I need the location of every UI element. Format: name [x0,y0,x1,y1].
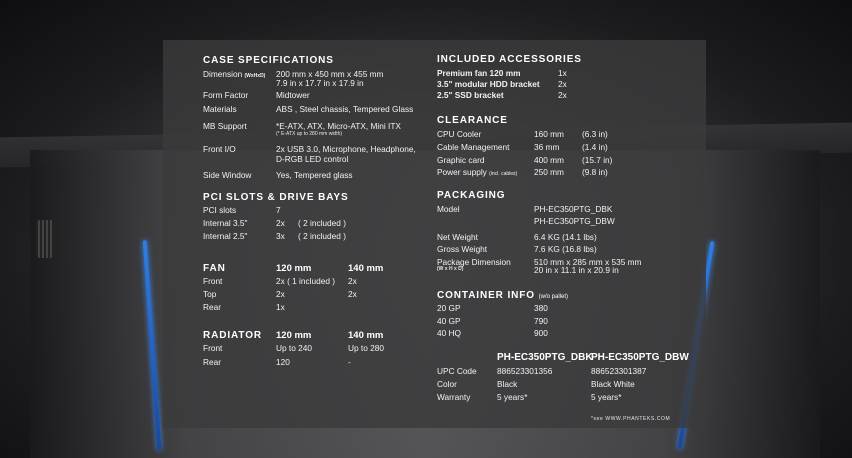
package-dimension-label: Package Dimension [437,257,511,267]
radiator-col-140: 140 mm [348,330,384,341]
color-dbk: Black [497,379,518,389]
net-weight-value: 6.4 KG (14.1 lbs) [534,232,597,242]
clearance-inch: (1.4 in) [582,142,608,152]
container-label: 20 GP [437,303,461,313]
form-factor-label: Form Factor [203,90,249,100]
radiator-front-140: Up to 280 [348,343,384,353]
mb-support-note: (* E-ATX up to 280 mm width) [276,131,343,137]
side-window-label: Side Window [203,170,252,180]
radiator-front-120: Up to 240 [276,343,312,353]
container-value: 900 [534,328,548,338]
clearance-label: CPU Cooler [437,129,482,139]
clearance-inch: (9.8 in) [582,167,608,177]
package-dimension-value-2: 20 in x 11.1 in x 20.9 in [534,265,619,275]
radiator-heading: RADIATOR [203,330,263,341]
case-specs-heading: CASE SPECIFICATIONS [203,55,334,66]
clearance-inch: (15.7 in) [582,155,613,165]
clearance-mm: 160 mm [534,129,564,139]
gross-weight-label: Gross Weight [437,244,488,254]
radiator-col-120: 120 mm [276,330,312,341]
radiator-rear-label: Rear [203,357,221,367]
dimension-label: Dimension (WxHxD) [203,69,266,79]
model-value-2: PH-EC350PTG_DBW [534,216,615,226]
front-io-label: Front I/O [203,144,236,154]
clearance-mm: 400 mm [534,155,564,165]
upc-col-dbw: PH-EC350PTG_DBW [591,352,689,363]
side-window-value: Yes, Tempered glass [276,170,353,180]
fan-top-120: 2x [276,289,285,299]
internal-25-label: Internal 2.5" [203,231,248,241]
packaging-heading: PACKAGING [437,190,506,201]
fan-front-label: Front [203,276,223,286]
clearance-heading: CLEARANCE [437,115,508,126]
internal-25-count: 3x [276,231,285,241]
internal-35-count: 2x [276,218,285,228]
dimension-value-1: 200 mm x 450 mm x 455 mm [276,69,384,79]
internal-35-label: Internal 3.5" [203,218,248,228]
accessory-qty: 1x [558,68,567,78]
clearance-mm: 250 mm [534,167,564,177]
fan-heading: FAN [203,263,226,274]
mb-support-label: MB Support [203,121,247,131]
pci-drive-heading: PCI SLOTS & DRIVE BAYS [203,192,349,203]
container-label: 40 HQ [437,328,461,338]
form-factor-value: Midtower [276,90,310,100]
container-label: 40 GP [437,316,461,326]
clearance-label: Cable Management [437,142,510,152]
container-heading: CONTAINER INFO (w/o pallet) [437,290,568,301]
fan-rear-120: 1x [276,302,285,312]
internal-25-note: ( 2 included ) [298,231,346,241]
accessory-label: 2.5" SSD bracket [437,90,504,100]
upc-col-dbk: PH-EC350PTG_DBK [497,352,593,363]
pci-slots-value: 7 [276,205,281,215]
fan-rear-label: Rear [203,302,221,312]
clearance-label: Power supply (incl. cables) [437,167,518,177]
fan-front-120: 2x ( 1 included ) [276,276,336,286]
clearance-inch: (6.3 in) [582,129,608,139]
front-io-value-2: D-RGB LED control [276,154,349,164]
package-dimension-value-1: 510 mm x 285 mm x 535 mm [534,257,642,267]
accessory-label: 3.5" modular HDD bracket [437,79,540,89]
model-label: Model [437,204,460,214]
model-value-1: PH-EC350PTG_DBK [534,204,613,214]
accessory-qty: 2x [558,90,567,100]
internal-35-note: ( 2 included ) [298,218,346,228]
pci-slots-label: PCI slots [203,205,237,215]
upc-code-label: UPC Code [437,366,477,376]
front-io-value-1: 2x USB 3.0, Microphone, Headphone, [276,144,416,154]
warranty-dbw: 5 years* [591,392,622,402]
radiator-front-label: Front [203,343,223,353]
mb-support-value: *E-ATX, ATX, Micro-ATX, Mini ITX [276,121,401,131]
radiator-rear-120: 120 [276,357,290,367]
container-value: 380 [534,303,548,313]
fan-top-140: 2x [348,289,357,299]
accessory-qty: 2x [558,79,567,89]
warranty-footnote: *see WWW.PHANTEKS.COM [591,416,671,422]
package-dimension-sub: (W x H x D) [437,266,464,272]
fan-col-120: 120 mm [276,263,312,274]
accessory-label: Premium fan 120 mm [437,68,521,78]
dimension-value-2: 7.9 in x 17.7 in x 17.9 in [276,78,364,88]
side-knob [36,220,54,258]
radiator-rear-140: - [348,357,351,367]
net-weight-label: Net Weight [437,232,478,242]
clearance-label: Graphic card [437,155,485,165]
fan-col-140: 140 mm [348,263,384,274]
upc-code-dbk: 886523301356 [497,366,553,376]
warranty-dbk: 5 years* [497,392,528,402]
clearance-mm: 36 mm [534,142,560,152]
materials-value: ABS , Steel chassis, Tempered Glass [276,104,414,114]
accessories-heading: INCLUDED ACCESSORIES [437,54,582,65]
color-dbw: Black White [591,379,635,389]
upc-code-dbw: 886523301387 [591,366,647,376]
materials-label: Materials [203,104,237,114]
fan-top-label: Top [203,289,217,299]
warranty-label: Warranty [437,392,471,402]
fan-front-140: 2x [348,276,357,286]
color-label: Color [437,379,457,389]
gross-weight-value: 7.6 KG (16.8 lbs) [534,244,597,254]
container-value: 790 [534,316,548,326]
